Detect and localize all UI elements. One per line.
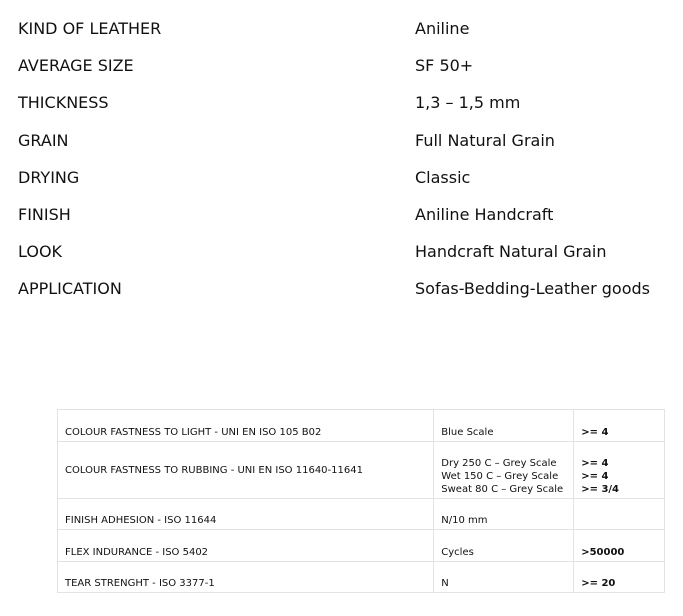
result-line: >50000 [581,547,625,558]
test-name-cell: TEAR STRENGHT - ISO 3377-1 [58,562,434,593]
leather-spec-list [18,16,668,314]
table-row [58,530,665,562]
method-line: N/10 mm [441,515,488,526]
result-line: >= 4 [581,458,609,469]
spec-label: AVERAGE SIZE [18,56,134,76]
test-method-cell [434,562,574,593]
spec-value: Classic [415,167,471,187]
spec-label: DRYING [18,167,80,187]
spec-row-finish [18,202,668,239]
table-row [58,499,665,530]
test-method-cell [434,410,574,442]
result-line: >= 20 [581,578,616,589]
spec-value: Full Natural Grain [415,130,555,150]
method-line: Cycles [441,547,474,558]
spec-label: APPLICATION [18,279,122,299]
test-name-cell: COLOUR FASTNESS TO LIGHT - UNI EN ISO 105 B02 [58,410,434,442]
spec-value: Handcraft Natural Grain [415,242,607,262]
spec-label: GRAIN [18,130,69,150]
spec-row-thickness [18,90,668,127]
method-line: Sweat 80 C – Grey Scale [441,484,564,495]
test-name-cell: COLOUR FASTNESS TO RUBBING - UNI EN ISO 11640-11641 [58,442,434,499]
spec-value: Aniline [415,19,470,38]
spec-label: LOOK [18,242,63,262]
test-name-cell: FLEX INDURANCE - ISO 5402 [58,530,434,562]
test-result-cell [574,410,665,442]
spec-value: SF 50+ [415,56,474,76]
method-line: N [441,578,449,589]
table-row [58,410,665,442]
test-result-cell [574,530,665,562]
test-results-table [57,409,665,593]
result-line: >= 4 [581,471,609,482]
method-line: Wet 150 C – Grey Scale [441,471,559,482]
test-method-cell [434,530,574,562]
result-line: >= 4 [581,427,609,438]
spec-label: KIND OF LEATHER [18,19,162,38]
spec-value: 1,3 – 1,5 mm [415,93,521,113]
spec-value: Aniline Handcraft [415,204,554,224]
spec-value: Sofas-Bedding-Leather goods [415,279,650,299]
spec-row-average-size [18,53,668,90]
result-line: >= 3/4 [581,484,620,495]
test-name-cell: FINISH ADHESION - ISO 11644 [58,499,434,530]
spec-row-grain [18,128,668,165]
spec-label: THICKNESS [18,93,109,113]
test-result-cell [574,499,665,530]
test-method-cell [434,442,574,499]
spec-row-drying [18,165,668,202]
spec-row-look [18,239,668,276]
test-result-cell [574,562,665,593]
spec-label: FINISH [18,204,71,224]
table-row [58,562,665,593]
spec-row-kind-of-leather [18,16,668,53]
method-line: Dry 250 C – Grey Scale [441,458,557,469]
test-result-cell [574,442,665,499]
method-line: Blue Scale [441,427,494,438]
spec-row-application [18,276,668,313]
test-method-cell [434,499,574,530]
table-row [58,442,665,499]
